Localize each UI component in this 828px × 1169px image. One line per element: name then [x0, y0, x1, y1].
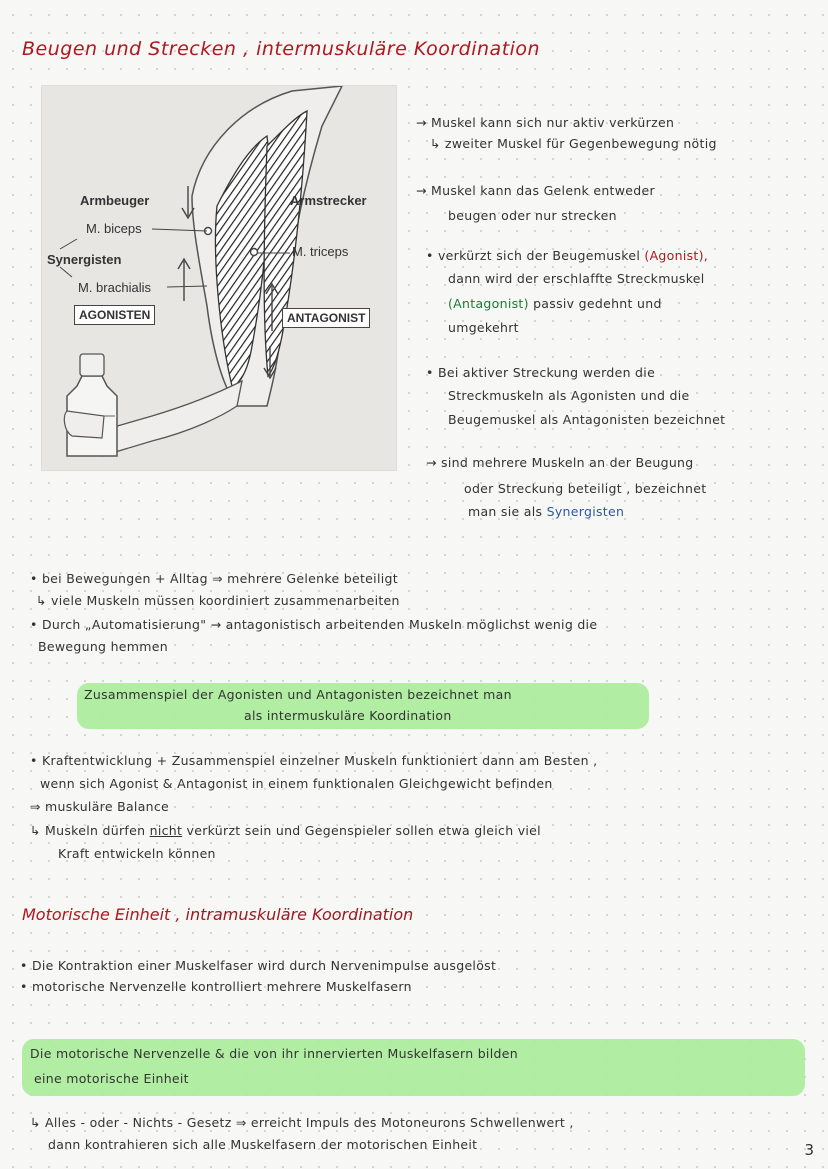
- label-brachialis: M. brachialis: [78, 280, 151, 295]
- middle-line-3: • Durch „Automatisierung" → antagonistisch arbeitenden Muskeln möglichst wenig die: [30, 617, 598, 632]
- balance-line-3: ⇒ muskuläre Balance: [30, 799, 170, 814]
- highlight2-line-2: eine motorische Einheit: [34, 1071, 189, 1086]
- balance-line-1: • Kraftentwicklung + Zusammenspiel einzelner Muskeln funktioniert dann am Besten ,: [30, 753, 598, 768]
- balance-line-4-underlined: nicht: [149, 823, 183, 838]
- label-agonisten: AGONISTEN: [74, 305, 155, 325]
- note-4c: Beugemuskel als Antagonisten bezeichnet: [448, 412, 726, 427]
- balance-line-4: [30, 820, 541, 841]
- note-5a: → sind mehrere Muskeln an der Beugung: [426, 455, 694, 470]
- bottom-line-1: ↳ Alles - oder - Nichts - Gesetz ⇒ erreicht Impuls des Motoneurons Schwellenwert ,: [30, 1115, 574, 1130]
- note-5c-synergisten: Synergisten: [546, 504, 625, 519]
- arm-illustration: [42, 86, 396, 470]
- note-5c: [468, 501, 624, 522]
- note-3a-agonist: (Agonist),: [644, 248, 709, 263]
- note-2b: beugen oder nur strecken: [448, 208, 617, 223]
- note-4a-text: Bei aktiver Streckung werden die: [437, 365, 656, 380]
- page-title-text: Beugen und Strecken , intermuskuläre Koordination: [22, 38, 541, 60]
- page-title: [22, 38, 540, 60]
- note-3a-text: verkürzt sich der Beugemuskel: [437, 248, 641, 263]
- highlight2-line-1: Die motorische Nervenzelle & die von ihr innervierten Muskelfasern bilden: [30, 1046, 518, 1061]
- label-biceps: M. biceps: [86, 221, 142, 236]
- note-3c-antagonist: (Antagonist): [448, 296, 529, 311]
- note-4b: Streckmuskeln als Agonisten und die: [448, 388, 690, 403]
- note-1a: → Muskel kann sich nur aktiv verkürzen: [416, 115, 675, 130]
- arm-muscle-figure: [41, 85, 397, 471]
- note-1b: ↳ zweiter Muskel für Gegenbewegung nötig: [430, 136, 717, 151]
- balance-line-5: Kraft entwickeln können: [58, 846, 216, 861]
- section2-title: [22, 905, 413, 924]
- label-armbeuger: Armbeuger: [80, 193, 150, 208]
- balance-line-2: wenn sich Agonist & Antagonist in einem funktionalen Gleichgewicht befinden: [40, 776, 553, 791]
- section2-title-red: Motorische Einheit: [22, 905, 171, 924]
- bottom-line-2: dann kontrahieren sich alle Muskelfasern der motorischen Einheit: [48, 1137, 478, 1152]
- page-number: 3: [804, 1141, 814, 1159]
- middle-line-2: ↳ viele Muskeln müssen koordiniert zusammenarbeiten: [36, 593, 400, 608]
- label-armstrecker: Armstrecker: [290, 193, 367, 208]
- note-5b: oder Streckung beteiligt , bezeichnet: [464, 481, 707, 496]
- section2-line-1: • Die Kontraktion einer Muskelfaser wird durch Nervenimpulse ausgelöst: [20, 958, 497, 973]
- note-3d: umgekehrt: [448, 320, 519, 335]
- middle-line-1: • bei Bewegungen + Alltag ⇒ mehrere Gelenke beteiligt: [30, 571, 398, 586]
- section2-title-rest: , intramuskuläre Koordination: [175, 905, 414, 924]
- note-3a: • verkürzt sich der Beugemuskel (Agonist),: [426, 248, 709, 263]
- note-3c-text: passiv gedehnt und: [533, 296, 662, 311]
- note-3b: dann wird der erschlaffte Streckmuskel: [448, 271, 705, 286]
- highlight1-line-1: Zusammenspiel der Agonisten und Antagonisten bezeichnet man: [84, 687, 512, 702]
- note-5c-text: man sie als: [468, 504, 543, 519]
- label-antagonist: ANTAGONIST: [282, 308, 370, 328]
- label-synergisten: Synergisten: [47, 252, 122, 267]
- section2-line-2: • motorische Nervenzelle kontrolliert mehrere Muskelfasern: [20, 979, 412, 994]
- note-2a: → Muskel kann das Gelenk entweder: [416, 183, 655, 198]
- highlight1-line-2: als intermuskuläre Koordination: [244, 708, 452, 723]
- middle-line-4: Bewegung hemmen: [38, 639, 168, 654]
- label-triceps: M. triceps: [292, 244, 349, 259]
- balance-line-4-post: verkürzt sein und Gegenspieler sollen etwa gleich viel: [186, 823, 541, 838]
- balance-line-4-pre: ↳ Muskeln dürfen: [30, 823, 146, 838]
- note-3c: [448, 293, 662, 314]
- note-4a: • Bei aktiver Streckung werden die: [426, 365, 656, 380]
